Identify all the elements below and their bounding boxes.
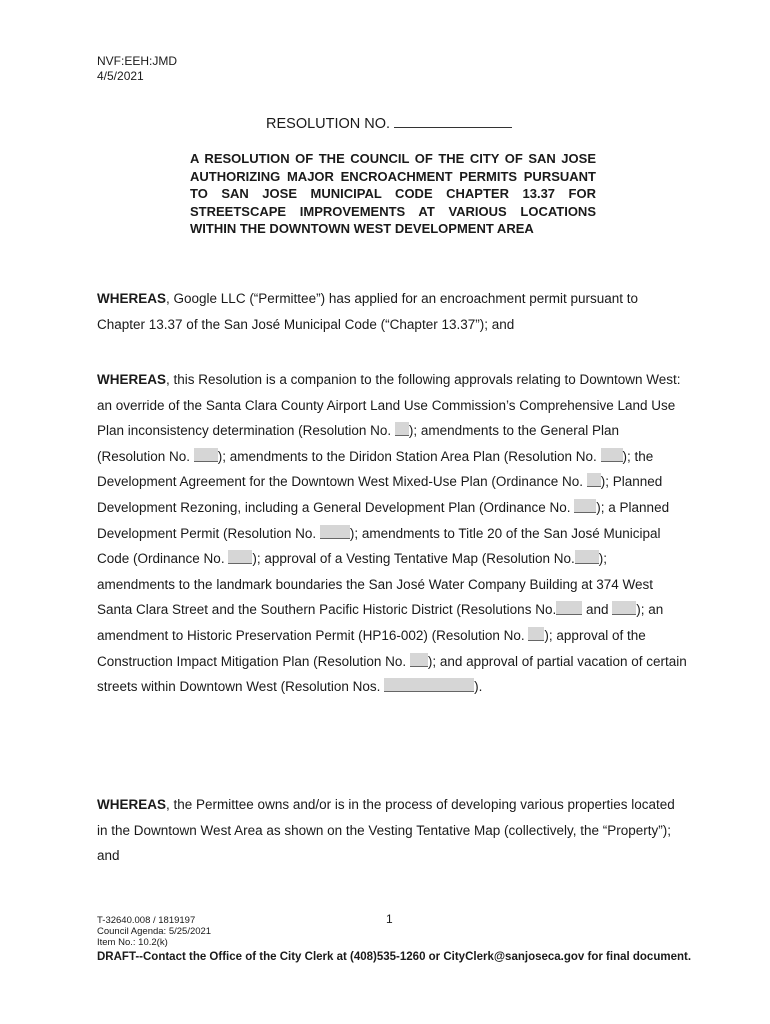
footer-agenda: Council Agenda: 5/25/2021 [97, 926, 212, 937]
whereas-label: WHEREAS [97, 291, 167, 306]
paragraph-text: ); Planned Development Rezoning, including a General Development Plan (Ordinance No. [97, 474, 663, 515]
resolution-number-blank [394, 115, 512, 128]
blank-field [410, 653, 428, 667]
paragraph-text: ); a Planned Development Permit (Resolution No. [97, 499, 670, 541]
document-date: 4/5/2021 [97, 69, 144, 83]
blank-field [601, 448, 623, 462]
blank-field [194, 448, 218, 462]
paragraph-text: , the Permittee owns and/or is in the process of developing various properties located in the Downtown West Area as shown on the Vesting Tentative Map (collectively, the “Property”); and [97, 797, 675, 864]
blank-field [320, 525, 350, 539]
author-initials: NVF:EEH:JMD [97, 54, 178, 68]
paragraph-text: ); the Development Agreement for the Downtown West Mixed-Use Plan (Ordinance No. [97, 448, 654, 490]
paragraph-text: ); approval of a Vesting Tentative Map (Resolution No. [252, 551, 575, 567]
blank-field [575, 550, 599, 564]
whereas-paragraph-2 [97, 367, 687, 700]
paragraph-text: , Google LLC (“Permittee”) has applied for an encroachment permit pursuant to Chapter 13.37 of the San José Municipal Code (“Chapter 13.37”); and [97, 291, 639, 332]
footer-item: Item No.: 10.2(k) [97, 937, 168, 948]
paragraph-text: ); approval of the Construction Impact Mitigation Plan (Resolution No. [97, 627, 646, 669]
blank-field [228, 550, 252, 564]
paragraph-text: ). [474, 679, 483, 695]
paragraph-text: ); amendments to the Diridon Station Area Plan (Resolution No. [217, 448, 601, 464]
document-header [97, 54, 177, 84]
resolution-label: RESOLUTION NO. [266, 116, 391, 132]
paragraph-text: ); amendments to Title 20 of the San José Municipal Code (Ordinance No. [97, 525, 661, 567]
whereas-label: WHEREAS [97, 797, 167, 812]
footer-metadata [97, 915, 211, 948]
resolution-title: A RESOLUTION OF THE COUNCIL OF THE CITY OF SAN JOSE AUTHORIZING MAJOR ENCROACHMENT PERMITS PURSUANT TO SAN JOSE MUNICIPAL CODE CHAPTER 13.37 FOR STREETSCAPE IMPROVEMENTS AT VARIOUS LOCATIONS WITHIN THE DOWNTOWN WEST DEVELOPMENT AREA [190, 151, 596, 236]
whereas-paragraph-1 [97, 286, 687, 337]
paragraph-text: ); an amendment to Historic Preservation Permit (HP16-002) (Resolution No. [97, 602, 664, 643]
paragraph-text: and [582, 602, 613, 618]
blank-field [612, 601, 636, 615]
blank-field [574, 499, 596, 513]
blank-field [528, 627, 544, 641]
footer-doc-id: T-32640.008 / 1819197 [97, 915, 196, 926]
whereas-paragraph-3 [97, 792, 687, 869]
page-number: 1 [386, 912, 393, 926]
blank-field [587, 473, 601, 487]
whereas-label: WHEREAS [97, 372, 167, 387]
blank-field [384, 678, 474, 692]
resolution-number-line [266, 115, 512, 132]
paragraph-text: , this Resolution is a companion to the following approvals relating to Downtown West: an override of the Santa Clara County Airport Land Use Commission’s Comprehensive Land Use Plan inconsistency determination (Resolution No. [97, 372, 681, 439]
paragraph-text: ); amendments to the General Plan (Resolution No. [97, 423, 620, 464]
paragraph-text: ); and approval of partial vacation of certain streets within Downtown West (Resolution Nos. [97, 653, 687, 695]
blank-field [395, 422, 409, 436]
blank-field [556, 601, 582, 615]
paragraph-text: ); amendments to the landmark boundaries the San José Water Company Building at 374 West Santa Clara Street and the Southern Pacific Historic District (Resolutions No. [97, 551, 654, 618]
draft-notice: DRAFT--Contact the Office of the City Clerk at (408)535-1260 or CityClerk@sanjoseca.gov for final document. [97, 951, 692, 963]
